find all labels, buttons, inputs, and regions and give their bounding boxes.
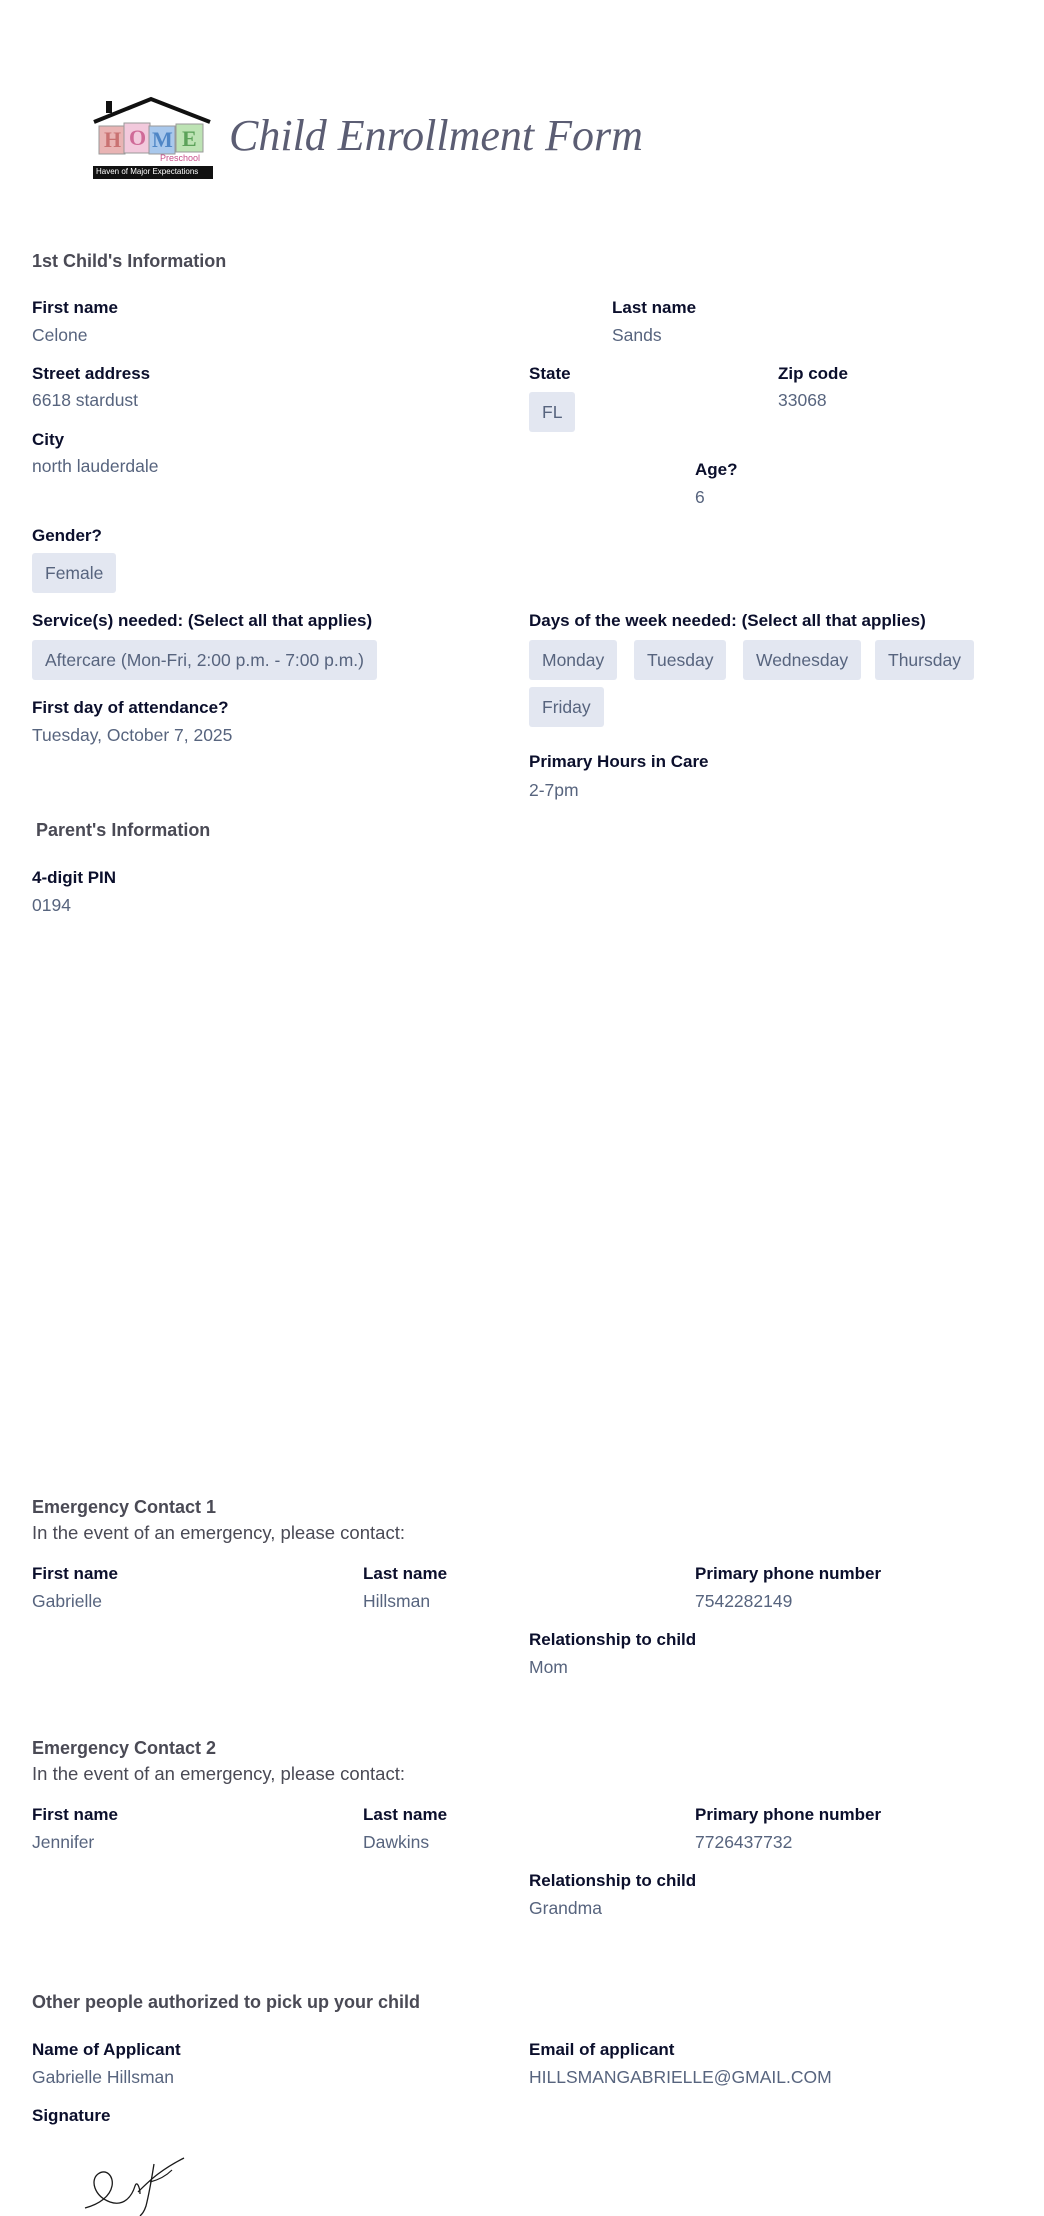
ec2-phone-value[interactable]: 7726437732	[695, 1832, 793, 1852]
services-label: Service(s) needed: (Select all that applies)	[32, 611, 373, 630]
ec1-phone-value[interactable]: 7542282149	[695, 1591, 793, 1611]
child-first-name-label: First name	[32, 298, 118, 317]
day-chip-tuesday[interactable]: Tuesday	[634, 640, 726, 680]
city-value[interactable]: north lauderdale	[32, 456, 159, 476]
logo	[90, 95, 216, 180]
emergency-contact-1-title: Emergency Contact 1	[32, 1497, 217, 1517]
ec2-last-name-label: Last name	[363, 1805, 448, 1824]
zip-code-value[interactable]: 33068	[778, 390, 827, 410]
ec1-phone-label: Primary phone number	[695, 1564, 882, 1583]
emergency-contact-2-desc: In the event of an emergency, please contact:	[32, 1763, 405, 1784]
applicant-name-label: Name of Applicant	[32, 2040, 181, 2059]
ec2-phone-label: Primary phone number	[695, 1805, 882, 1824]
ec2-first-name-label: First name	[32, 1805, 118, 1824]
days-label: Days of the week needed: (Select all that applies)	[529, 611, 926, 630]
logo-letter-m: M	[152, 127, 173, 152]
gender-label: Gender?	[32, 526, 102, 545]
age-value[interactable]: 6	[695, 487, 705, 507]
pin-label: 4-digit PIN	[32, 868, 117, 887]
section-title-child: 1st Child's Information	[32, 251, 227, 271]
ec1-relationship-label: Relationship to child	[529, 1630, 697, 1649]
ec1-first-name-label: First name	[32, 1564, 118, 1583]
day-chip-monday[interactable]: Monday	[529, 640, 617, 680]
zip-code-label: Zip code	[778, 364, 848, 383]
logo-letter-e: E	[182, 126, 197, 151]
signature-label: Signature	[32, 2106, 111, 2125]
first-day-label: First day of attendance?	[32, 698, 229, 717]
ec1-relationship-value[interactable]: Mom	[529, 1657, 568, 1677]
signature-image	[80, 2146, 190, 2216]
emergency-contact-1-desc: In the event of an emergency, please contact:	[32, 1522, 405, 1543]
primary-hours-value[interactable]: 2-7pm	[529, 780, 579, 800]
ec2-relationship-value[interactable]: Grandma	[529, 1898, 602, 1918]
state-label: State	[529, 364, 571, 383]
logo-letter-h: H	[104, 127, 122, 152]
applicant-name-value[interactable]: Gabrielle Hillsman	[32, 2067, 174, 2087]
child-last-name-value[interactable]: Sands	[612, 325, 662, 345]
emergency-contact-2-title: Emergency Contact 2	[32, 1738, 217, 1758]
ec1-last-name-value[interactable]: Hillsman	[363, 1591, 431, 1611]
logo-subtitle: Preschool	[160, 153, 201, 163]
child-first-name-value[interactable]: Celone	[32, 325, 88, 345]
applicant-email-value[interactable]: HILLSMANGABRIELLE@GMAIL.COM	[529, 2067, 832, 2087]
child-last-name-label: Last name	[612, 298, 697, 317]
section-title-authorized: Other people authorized to pick up your child	[32, 1992, 421, 2012]
section-title-parent: Parent's Information	[36, 820, 211, 840]
logo-letter-o: O	[129, 125, 147, 150]
day-chip-thursday[interactable]: Thursday	[875, 640, 974, 680]
ec2-last-name-value[interactable]: Dawkins	[363, 1832, 430, 1852]
first-day-value[interactable]: Tuesday, October 7, 2025	[32, 725, 233, 745]
age-label: Age?	[695, 460, 738, 479]
state-chip[interactable]: FL	[529, 392, 575, 432]
ec2-relationship-label: Relationship to child	[529, 1871, 697, 1890]
logo-tagline: Haven of Major Expectations	[96, 167, 199, 176]
ec1-last-name-label: Last name	[363, 1564, 448, 1583]
page-title: Child Enrollment Form	[229, 111, 643, 160]
applicant-email-label: Email of applicant	[529, 2040, 675, 2059]
ec2-first-name-value[interactable]: Jennifer	[32, 1832, 95, 1852]
pin-value[interactable]: 0194	[32, 895, 71, 915]
street-address-label: Street address	[32, 364, 151, 383]
day-chip-wednesday[interactable]: Wednesday	[743, 640, 861, 680]
gender-chip[interactable]: Female	[32, 553, 116, 593]
ec1-first-name-value[interactable]: Gabrielle	[32, 1591, 103, 1611]
city-label: City	[32, 430, 65, 449]
day-chip-friday[interactable]: Friday	[529, 687, 604, 727]
primary-hours-label: Primary Hours in Care	[529, 752, 709, 771]
street-address-value[interactable]: 6618 stardust	[32, 390, 139, 410]
service-chip-aftercare[interactable]: Aftercare (Mon-Fri, 2:00 p.m. - 7:00 p.m.)	[32, 640, 377, 680]
